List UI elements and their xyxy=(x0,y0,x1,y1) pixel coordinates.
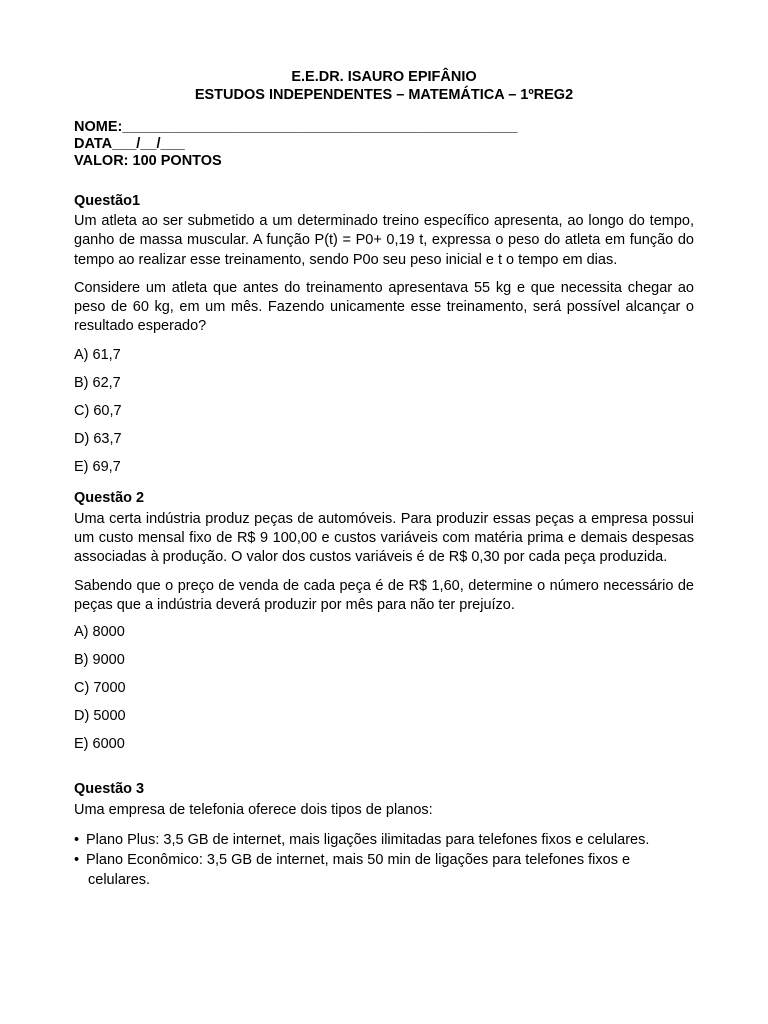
question-1-option-a: A) 61,7 xyxy=(74,346,121,363)
question-2-paragraph-2: Sabendo que o preço de venda de cada peça é de R$ 1,60, determine o número necessário de peças que a indústria deverá produzir por mês para não ter prejuízo. xyxy=(74,577,694,613)
student-info xyxy=(74,119,694,170)
question-2 xyxy=(74,489,694,754)
question-2-option-c: C) 7000 xyxy=(74,680,126,697)
plan-economico-text: Plano Econômico: 3,5 GB de internet, mais 50 min de ligações para telefones fixos e celulares. xyxy=(86,851,631,888)
question-2-option-d: D) 5000 xyxy=(74,708,126,725)
question-2-option-e: E) 6000 xyxy=(74,736,125,753)
list-item xyxy=(74,850,694,890)
bullet-icon: • xyxy=(74,831,80,848)
question-3-paragraph-1: Uma empresa de telefonia oferece dois tipos de planos: xyxy=(74,802,433,819)
question-1-option-b: B) 62,7 xyxy=(74,374,121,391)
date-line: DATA___/__/___ xyxy=(74,136,185,152)
plan-plus-text: Plano Plus: 3,5 GB de internet, mais ligações ilimitadas para telefones fixos e celulares. xyxy=(86,831,650,848)
plan-list xyxy=(74,830,694,890)
question-1-option-c: C) 60,7 xyxy=(74,402,122,419)
question-3 xyxy=(74,780,694,889)
question-1-paragraph-2: Considere um atleta que antes do treinamento apresentava 55 kg e que necessita chegar ao peso de 60 kg, em um mês. Fazendo unicamente esse treinamento, será possível alcançar o resultado esperado? xyxy=(74,279,694,335)
question-1 xyxy=(74,192,694,477)
document-subtitle: ESTUDOS INDEPENDENTES – MATEMÁTICA – 1ºREG2 xyxy=(194,87,574,103)
school-name: E.E.DR. ISAURO EPIFÂNIO xyxy=(291,69,477,85)
list-item xyxy=(74,830,694,850)
name-line: NOME:_________________________________________________ xyxy=(74,119,518,135)
question-1-paragraph-1: Um atleta ao ser submetido a um determinado treino específico apresenta, ao longo do tempo, ganho de massa muscular. A função P(t) = P0+ 0,19 t, expressa o peso do atleta em função do tempo ao realizar esse treinamento, sendo P0o seu peso inicial e t o tempo em dias. xyxy=(74,213,694,268)
question-2-option-a: A) 8000 xyxy=(74,624,125,641)
question-1-title: Questão1 xyxy=(74,193,141,209)
value-line: VALOR: 100 PONTOS xyxy=(74,153,222,169)
bullet-icon: • xyxy=(74,851,80,868)
question-2-paragraph-1: Uma certa indústria produz peças de automóveis. Para produzir essas peças a empresa possui um custo mensal fixo de R$ 9 100,00 e custos variáveis com matéria prima e demais despesas associadas à produção. O valor dos custos variáveis é de R$ 0,30 por cada peça produzida. xyxy=(74,510,694,566)
question-1-option-e: E) 69,7 xyxy=(74,458,121,475)
question-1-option-d: D) 63,7 xyxy=(74,430,122,447)
question-2-option-b: B) 9000 xyxy=(74,652,125,669)
question-2-title: Questão 2 xyxy=(74,489,145,506)
document-header xyxy=(74,0,694,104)
question-3-title: Questão 3 xyxy=(74,781,145,798)
